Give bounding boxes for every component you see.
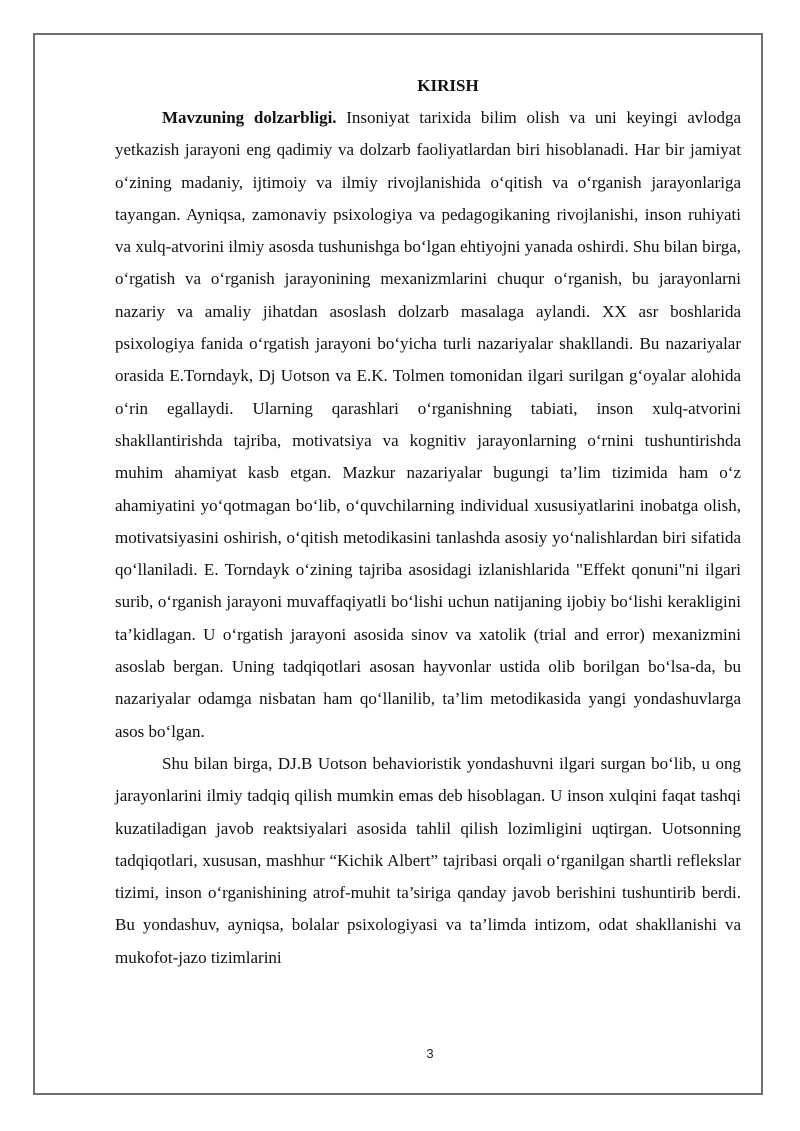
- paragraph-lead: Mavzuning dolzarbligi.: [162, 108, 337, 127]
- paragraph-watson: [115, 748, 741, 974]
- page-number: 3: [426, 1046, 434, 1061]
- paragraph-relevance: [115, 102, 741, 748]
- paragraph-text: Shu bilan birga, DJ.B Uotson behavioristik yondashuvni ilgari surgan bo‘lib, u ong jarayonlarini ilmiy tadqiq qilish mumkin emas deb hisoblagan. U inson xulqini faqat tashqi kuzatiladigan javob reaktsiyalari asosida tahlil qilish lozimligini uqtirgan. Uotsonning tadqiqotlari, xususan, mashhur “Kichik Albert” tajribasi orqali o‘rganilgan shartli reflekslar tizimi, inson o‘rganishining atrof-muhit ta’siriga qanday javob berishini tushuntirib berdi. Bu yondashuv, ayniqsa, bolalar psixologiyasi va ta’limda intizom, odat shakllanishi va mukofot-jazo tizimlarini: [115, 753, 741, 967]
- section-title: KIRISH: [417, 76, 479, 95]
- document-body: [115, 70, 741, 974]
- paragraph-text: Insoniyat tarixida bilim olish va uni keyingi avlodga yetkazish jarayoni eng qadimiy va dolzarb faoliyatlardan biri hisoblanadi. Har bir jamiyat o‘zining madaniy, ijtimoiy va ilmiy rivojlanishida o‘qitish va o‘rganish jarayonlariga tayangan. Ayniqsa, zamonaviy psixologiya va pedagogikaning rivojlanishi, inson ruhiyati va xulq-atvorini ilmiy asosda tushunishga bo‘lgan ehtiyojni yanada oshirdi. Shu bilan birga, o‘rgatish va o‘rganish jarayonining mexanizmlarini chuqur o‘rganish, bu jarayonlarni nazariy va amaliy jihatdan asoslash dolzarb masalaga aylandi. XX asr boshlarida psixologiya fanida o‘rgatish jarayoni bo‘yicha turli nazariyalar shakllandi. Bu nazariyalar orasida E.Torndayk, Dj Uotson va E.K. Tolmen tomonidan ilgari surilgan g‘oyalar alohida o‘rin egallaydi. Ularning qarashlari o‘rganishning tabiati, inson xulq-atvorini shakllantirishda tajriba, motivatsiya va kognitiv jarayonlarning o‘rnini tushuntirishda muhim ahamiyat kasb etgan. Mazkur nazariyalar bugungi ta’lim tizimida ham o‘z ahamiyatini yo‘qotmagan bo‘lib, o‘quvchilarning individual xususiyatlarini inobatga olish, motivatsiyasini oshirish, o‘qitish metodikasini tanlashda asosiy yo‘nalishlardan biri sifatida qo‘llaniladi. E. Torndayk o‘zining tajriba asosidagi izlanishlarida "Effekt qonuni"ni ilgari surib, o‘rganish jarayoni muvaffaqiyatli bo‘lishi uchun natijaning ijobiy bo‘lishi kerakligini ta’kidlagan. U o‘rgatish jarayoni asosida sinov va xatolik (trial and error) mexanizmini asoslab bergan. Uning tadqiqotlari asosan hayvonlar ustida olib borilgan bo‘lsa-da, bu nazariyalar odamga nisbatan ham qo‘llanilib, ta’lim metodikasida yangi yondashuvlarga asos bo‘lgan.: [115, 108, 742, 741]
